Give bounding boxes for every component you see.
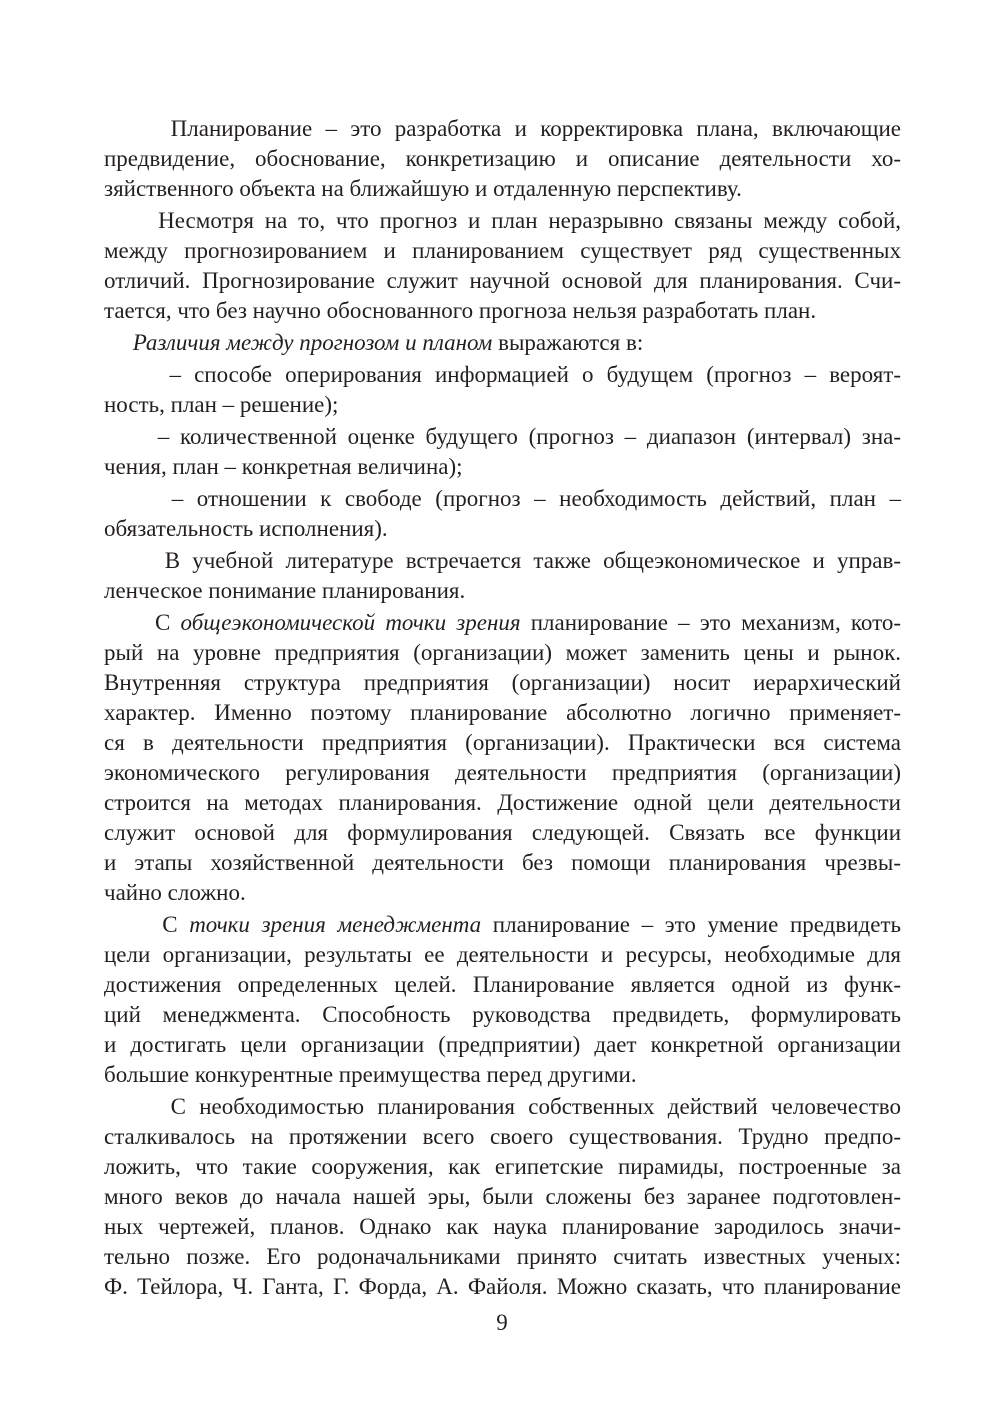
text-line: ся в деятельности предприятия (организации). Практически вся система [104,730,901,755]
text-line: и достигать цели организации (предприятии) дает конкретной организации [104,1032,901,1057]
text-line: отличий. Прогнозирование служит научной основой для планирования. Счи- [104,268,901,293]
text-line: предвидение, обоснование, конкретизацию и описание деятельности хо- [104,146,901,171]
text-line: С необходимостью планирования собственных действий человечество [104,1094,901,1119]
text-line: достижения определенных целей. Планирование является одной из функ- [104,972,901,997]
text-line [104,608,901,638]
text-line: и этапы хозяйственной деятельности без помощи планирования чрезвы- [104,850,901,875]
text-line: служит основой для формулирования следующей. Связать все функции [104,820,901,845]
text-line: тельно позже. Его родоначальниками принято считать известных ученых: [104,1244,901,1269]
paragraph [104,328,901,358]
text-line: характер. Именно поэтому планирование абсолютно логично применяет- [104,700,901,725]
text-line: – отношении к свободе (прогноз – необходимость действий, план – [104,486,901,511]
text-line: большие конкурентные преимущества перед другими. [104,1062,637,1087]
italic-term: точки зрения менеджмента [189,912,482,937]
italic-term: общеэкономической точки зрения [180,610,521,635]
text-line: цели организации, результаты ее деятельности и ресурсы, необходимые для [104,942,901,967]
text-line: Планирование – это разработка и корректировка плана, включающие [104,116,901,141]
text-line: рый на уровне предприятия (организации) может заменить цены и рынок. [104,640,901,665]
text-line: – способе оперирования информацией о будущем (прогноз – вероят- [104,362,901,387]
italic-term: Различия между прогнозом и планом [132,330,493,355]
text-line: ций менеджмента. Способность руководства предвидеть, формулировать [104,1002,901,1027]
paragraph [104,114,901,204]
paragraph [104,910,901,1090]
line-prefix: С [162,912,190,937]
text-line [104,328,901,358]
paragraph [104,1092,901,1302]
page-body [104,114,901,1304]
paragraph [104,360,901,420]
text-line: зяйственного объекта на ближайшую и отдаленную перспективу. [104,176,742,201]
text-line: между прогнозированием и планированием существует ряд существенных [104,238,901,263]
text-line: чения, план – конкретная величина); [104,454,463,479]
text-line: экономического регулирования деятельности предприятия (организации) [104,760,901,785]
paragraph [104,484,901,544]
text-line: обязательность исполнения). [104,516,388,541]
text-line: Внутренняя структура предприятия (организации) носит иерархический [104,670,901,695]
text-line: много веков до начала нашей эры, были сложены без заранее подготовлен- [104,1184,901,1209]
paragraph [104,206,901,326]
text-line: чайно сложно. [104,880,246,905]
line-rest: планирование – это умение предвидеть [481,912,901,937]
text-line: ность, план – решение); [104,392,339,417]
text-line: строится на методах планирования. Достижение одной цели деятельности [104,790,901,815]
page-number: 9 [496,1310,508,1335]
text-line: ленческое понимание планирования. [104,578,466,603]
text-line: ложить, что такие сооружения, как египетские пирамиды, построенные за [104,1154,901,1179]
text-line [104,910,901,940]
line-rest: планирование – это механизм, кото- [520,610,901,635]
text-line: сталкивалось на протяжении всего своего существования. Трудно предпо- [104,1124,901,1149]
text-line: ных чертежей, планов. Однако как наука планирование зародилось значи- [104,1214,901,1239]
text-line: – количественной оценке будущего (прогноз – диапазон (интервал) зна- [104,424,901,449]
line-rest: выражаются в: [492,330,644,355]
paragraph [104,546,901,606]
text-line: В учебной литературе встречается также общеэкономическое и управ- [104,548,901,573]
text-line: тается, что без научно обоснованного прогноза нельзя разработать план. [104,298,817,323]
text-line: Ф. Тейлора, Ч. Ганта, Г. Форда, А. Файоля. Можно сказать, что планирование [104,1274,901,1299]
paragraph [104,608,901,908]
paragraph [104,422,901,482]
line-prefix: С [154,610,181,635]
text-line: Несмотря на то, что прогноз и план неразрывно связаны между собой, [104,208,901,233]
